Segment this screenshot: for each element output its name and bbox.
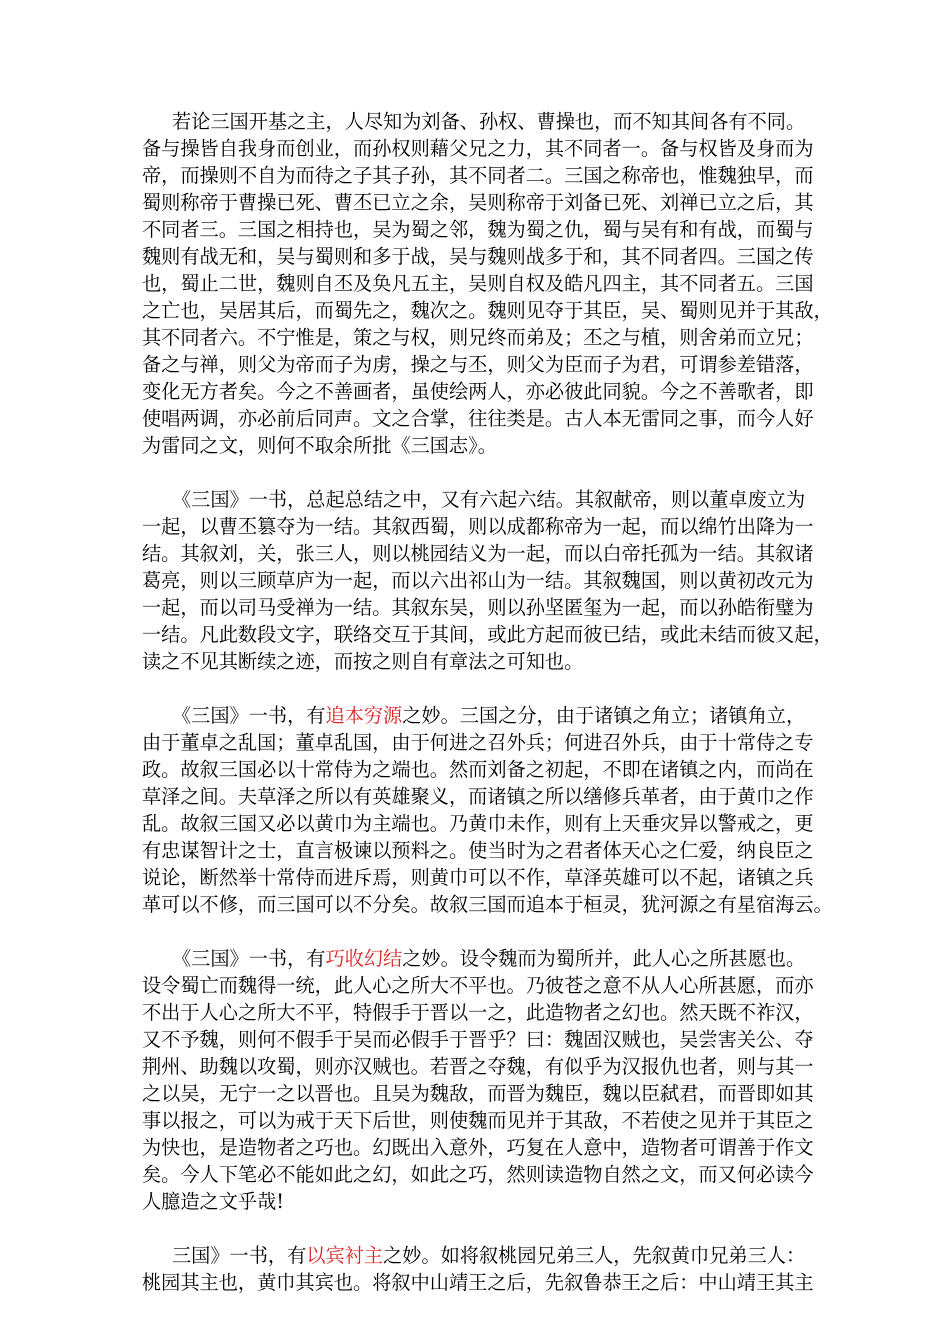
paragraph-yi-bin-chen-zhu <box>142 1242 822 1296</box>
text-run: 之妙。三国之分，由于诸镇之角立；诸镇角立， <box>402 704 806 727</box>
paragraph-zhui-ben-qiong-yuan <box>142 702 833 918</box>
text-line: 葛亮，则以三顾草庐为一起，而以六出祁山为一结。其叙魏国，则以黄初改元为 <box>142 569 814 592</box>
text-line: 一起，以曹丕篡夺为一结。其叙西蜀，则以成都称帝为一起，而以绵竹出降为一 <box>142 515 814 538</box>
document-body <box>142 108 833 1323</box>
text-line: 草泽之间。夫草泽之所以有英雄聚义，而诸镇之所以缮修兵革者，由于黄巾之作 <box>142 785 814 808</box>
text-line: 读之不见其断续之迹，而按之则自有章法之可知也。 <box>142 650 584 673</box>
text-line: 使唱两调，亦必前后同声。文之合掌，往往类是。古人本无雷同之事，而今人好 <box>142 407 814 430</box>
text-line <box>142 702 822 729</box>
text-line: 荆州、助魏以攻蜀，则亦汉贼也。若晋之夺魏，有似乎为汉报仇也者，则与其一 <box>142 1055 814 1078</box>
text-line: 设令蜀亡而魏得一统，此人心之所大不平也。乃彼苍之意不从人心所甚愿，而亦 <box>142 974 814 997</box>
text-line: 若论三国开基之主，人尽知为刘备、孙权、曹操也，而不知其间各有不同。 <box>172 110 806 133</box>
text-line: 结。其叙刘，关，张三人，则以桃园结义为一起，而以白帝托孤为一结。其叙诸 <box>142 542 814 565</box>
text-line: 说论，断然举十常侍而进斥焉，则黄巾可以不作，草泽英雄可以不起，诸镇之兵 <box>142 866 814 889</box>
text-line: 不出于人心之所大不平，特假手于晋以一之，此造物者之幻也。然天既不祚汉， <box>142 1001 814 1024</box>
text-line: 事以报之，可以为戒于天下后世，则使魏而见并于其敌，不若使之见并于其臣之 <box>142 1109 814 1132</box>
text-line: 为雷同之文，则何不取余所批《三国志》。 <box>142 434 497 457</box>
text-line: 也，蜀止二世，魏则自丕及奂凡五主，吴则自权及皓凡四主，其不同者五。三国 <box>142 272 814 295</box>
text-line: 之亡也，吴居其后，而蜀先之，魏次之。魏则见夺于其臣，吴、蜀则见并于其敌， <box>142 299 833 322</box>
text-run: 《三国》一书，有 <box>172 947 326 970</box>
highlighted-phrase: 巧收幻结 <box>325 947 403 970</box>
paragraph-kaiji-zhi-zhu <box>142 108 833 459</box>
text-line: 一结。凡此数段文字，联络交互于其间，或此方起而彼已结，或此未结而彼又起， <box>142 623 833 646</box>
text-line: 帝，而操则不自为而待之子其子孙，其不同者二。三国之称帝也，惟魏独早，而 <box>142 164 814 187</box>
text-line: 蜀则称帝于曹操已死、曹丕已立之余，吴则称帝于刘备已死、刘禅已立之后，其 <box>142 191 814 214</box>
text-line: 为快也，是造物者之巧也。幻既出入意外，巧复在人意中，造物者可谓善于作文 <box>142 1136 814 1159</box>
text-run: 之妙。设令魏而为蜀所并，此人心之所甚愿也。 <box>402 947 806 970</box>
text-line: 由于董卓之乱国；董卓乱国，由于何进之召外兵；何进召外兵，由于十常侍之专 <box>142 731 814 754</box>
text-line: 又不予魏，则何不假手于吴而必假手于晋乎？曰：魏固汉贼也，吴尝害关公、夺 <box>142 1028 814 1051</box>
text-line: 乱。故叙三国又必以黄巾为主端也。乃黄巾未作，则有上天垂灾异以警戒之，更 <box>142 812 814 835</box>
text-line: 之以吴，无宁一之以晋也。且吴为魏敌，而晋为魏臣，魏以臣弑君，而晋即如其 <box>142 1082 814 1105</box>
text-line: 备之与禅，则父为帝而子为虏，操之与丕，则父为臣而子为君，可谓参差错落， <box>142 353 814 376</box>
text-line: 一起，而以司马受禅为一结。其叙东吴，则以孙坚匿玺为一起，而以孙皓衔璧为 <box>142 596 814 619</box>
text-run: 三国》一书，有 <box>172 1244 307 1267</box>
paragraph-liu-qi-liu-jie <box>142 486 833 675</box>
paragraph-qiao-shou-huan-jie <box>142 945 822 1215</box>
text-run: 《三国》一书，有 <box>172 704 326 727</box>
text-line <box>142 1242 822 1269</box>
text-line: 变化无方者矣。今之不善画者，虽使绘两人，亦必彼此同貌。今之不善歌者，即 <box>142 380 814 403</box>
text-line: 《三国》一书，总起总结之中，又有六起六结。其叙献帝，则以董卓废立为 <box>172 488 806 511</box>
text-line: 备与操皆自我身而创业，而孙权则藉父兄之力，其不同者一。备与权皆及身而为 <box>142 137 814 160</box>
text-line: 其不同者六。不宁惟是，策之与权，则兄终而弟及；丕之与植，则舍弟而立兄； <box>142 326 814 349</box>
text-line: 政。故叙三国必以十常侍为之端也。然而刘备之初起，不即在诸镇之内，而尚在 <box>142 758 814 781</box>
text-line: 魏则有战无和，吴与蜀则和多于战，吴与魏则战多于和，其不同者四。三国之传 <box>142 245 814 268</box>
text-line <box>142 945 822 972</box>
text-line: 矣。今人下笔必不能如此之幻，如此之巧，然则读造物自然之文，而又何必读今 <box>142 1163 814 1186</box>
text-line: 桃园其主也，黄巾其宾也。将叙中山靖王之后，先叙鲁恭王之后：中山靖王其主 <box>142 1271 814 1294</box>
text-line: 革可以不修，而三国可以不分矣。故叙三国而追本于桓灵，犹河源之有星宿海云。 <box>142 893 833 916</box>
highlighted-phrase: 以宾衬主 <box>306 1244 384 1267</box>
text-line: 不同者三。三国之相持也，吴为蜀之邻，魏为蜀之仇，蜀与吴有和有战，而蜀与 <box>142 218 814 241</box>
text-run: 之妙。如将叙桃园兄弟三人，先叙黄巾兄弟三人： <box>383 1244 806 1267</box>
text-line: 人臆造之文乎哉! <box>142 1190 285 1213</box>
highlighted-phrase: 追本穷源 <box>325 704 403 727</box>
text-line: 有忠谋智计之士，直言极谏以预料之。使当时为之君者体天心之仁爱，纳良臣之 <box>142 839 814 862</box>
